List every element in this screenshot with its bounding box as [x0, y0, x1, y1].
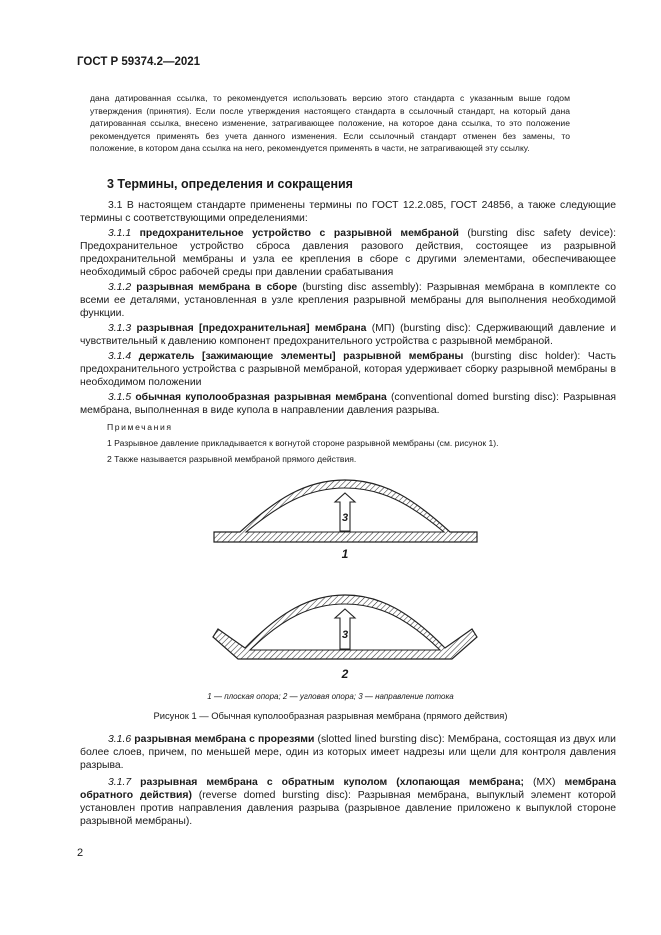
term-definition: (conventional domed bursting disc): Разрывная мембрана, выполненная в виде купола в направлении давления разрыва. — [80, 392, 616, 416]
section-body-continued — [80, 733, 616, 832]
figure-caption: Рисунок 1 — Обычная куполообразная разрывная мембрана (прямого действия) — [153, 710, 508, 721]
figure-label-1: 1 — [341, 547, 349, 561]
page-header-doc-code: ГОСТ Р 59374.2—2021 — [77, 56, 201, 68]
term-definition: (slotted lined bursting disc): Мембрана, состоящая из двух или более слоев, причем, по меньшей мере, один из которых имеет надрезы или щели для контроля давления разрыва. — [80, 734, 616, 771]
term-definition: (МП) (bursting disc): Сдерживающий давление и чувствительный к давлению компонент предохранительного устройства с разрывной мембраной. — [80, 323, 616, 347]
term-name: разрывная мембрана в сборе — [136, 282, 298, 293]
term-name: предохранительное устройство с разрывной мембраной — [139, 228, 459, 239]
term-name: разрывная [предохранительная] мембрана — [136, 323, 367, 334]
term-name: обычная куполообразная разрывная мембрана — [135, 392, 387, 403]
term-definition: (bursting disc holder): Часть предохранительного устройства с разрывной мембраной, которая удерживает сборку разрывной мембраны в необходимом положении — [80, 351, 616, 388]
intro-paragraph: дана датированная ссылка, то рекомендуется использовать версию этого стандарта с указанным выше годом утверждения (принятия). Если после утверждения настоящего стандарта в ссылочный стандарт, на который дана датированная ссылка, внесено изменение, затрагивающее положение, на которое дана ссылка, то это положение рекомендуется применять без учета данного изменения. Если ссылочный стандарт отменен без замены, то положение, в котором дана ссылка на него, рекомендуется применять в части, не затрагивающей эту ссылку. — [90, 93, 570, 154]
arrow-label-3: 3 — [341, 512, 349, 524]
term-definition: (reverse domed bursting disc): Разрывная мембрана, выпуклый элемент которой установлен против направления давления разрыва (разрывное давление приложено к выпуклой стороне разрывной мембраны). — [80, 790, 616, 827]
section-title: 3 Термины, определения и сокращения — [107, 177, 353, 191]
term-3-1-1: 3.1.1 предохранительное устройство с разрывной мембраной (bursting disc safety device): Предохранительное устройство сброса давления разового действия, состоящее из разрывной предохранительной мембраны и узла ее крепления в сборе с другими элементами, обеспечивающее необходимый сброс рабочей среды при давлении срабатывания — [80, 228, 617, 278]
term-definition: (bursting disc assembly): Разрывная мембрана в комплекте со всеми ее деталями, установленная в узле крепления разрывной мембраны для выполнения необходимой функции. — [80, 282, 617, 319]
term-definition: (bursting disc safety device): Предохранительное устройство сброса давления разового действия, состоящее из разрывной предохранительной мембраны и узла ее крепления в сборе с другими элементами, обеспечивающее необходимый сброс рабочей среды при давлении срабатывания — [80, 228, 617, 278]
term-3-1-7: 3.1.7 разрывная мембрана с обратным куполом (хлопающая мембрана; (МХ) мембрана обратного действия) (reverse domed bursting disc): Разрывная мембрана, выпуклый элемент которой установлен против направления давления разрыва (разрывное давление приложено к выпуклой стороне разрывной мембраны). — [80, 777, 617, 827]
term-name: разрывная мембрана с прорезями — [134, 734, 315, 745]
term-name: разрывная мембрана с обратным куполом (хлопающая мембрана; — [140, 777, 524, 788]
figure-legend: 1 — плоская опора; 2 — угловая опора; 3 — направление потока — [207, 692, 454, 701]
page-number: 2 — [77, 847, 84, 859]
note-item: 1 Разрывное давление прикладывается к вогнутой стороне разрывной мембраны (см. рисунок 1). — [107, 438, 499, 448]
term-3-1-5: 3.1.5 обычная куполообразная разрывная мембрана (conventional domed bursting disc): Разрывная мембрана, выполненная в виде купола в направлении давления разрыва. — [80, 392, 616, 416]
term-3-1-6: 3.1.6 разрывная мембрана с прорезями (slotted lined bursting disc): Мембрана, состоящая из двух или более слоев, причем, по меньшей мере, один из которых имеет надрезы или щели для контроля давления разрыва. — [80, 734, 616, 771]
term-3-1-2: 3.1.2 разрывная мембрана в сборе (bursting disc assembly): Разрывная мембрана в комплекте со всеми ее деталями, установленная в узле крепления разрывной мембраны для выполнения необходимой функции. — [80, 282, 617, 319]
note-item: 2 Также называется разрывной мембраной прямого действия. — [107, 454, 357, 464]
figure-label-2: 2 — [341, 667, 349, 681]
section-lead: 3.1 В настоящем стандарте применены термины по ГОСТ 12.2.085, ГОСТ 24856, а также следующие термины с соответствующими определениями: — [80, 200, 616, 224]
term-3-1-4: 3.1.4 держатель [зажимающие элементы] разрывной мембраны (bursting disc holder): Часть предохранительного устройства с разрывной мембраной, которая удерживает сборку разрывной мембраны в необходимом положении — [80, 351, 616, 388]
term-name-alt: мембрана обратного действия) — [80, 777, 617, 801]
term-name: держатель [зажимающие элементы] разрывной мембраны — [138, 351, 464, 362]
term-abbrev: (МХ) — [523, 777, 565, 788]
term-3-1-3: 3.1.3 разрывная [предохранительная] мембрана (МП) (bursting disc): Сдерживающий давление и чувствительный к давлению компонент предохранительного устройства с разрывной мембраной. — [80, 323, 616, 347]
notes-title: Примечания — [107, 422, 173, 432]
arrow-label-3: 3 — [341, 629, 349, 641]
